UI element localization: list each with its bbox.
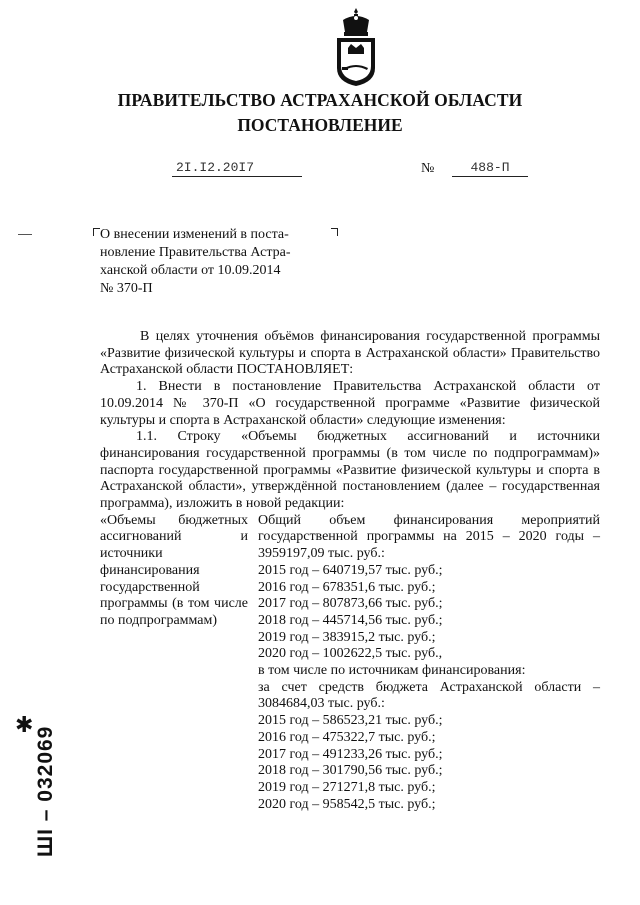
year-funding: 2018 год – 445714,56 тыс. руб.; [258, 612, 443, 628]
regional-year-funding: 2018 год – 301790,56 тыс. руб.; [258, 763, 443, 779]
document-type: ПОСТАНОВЛЕНИЕ [237, 115, 403, 135]
year-funding: 2015 год – 640719,57 тыс. руб.; [258, 562, 443, 578]
subject-line: О внесении изменений в поста- [100, 227, 289, 242]
margin-mark [18, 234, 32, 235]
year-funding: 2017 год – 807873,66 тыс. руб.; [258, 596, 443, 612]
item-1-paragraph: 1. Внести в постановление Правительства Астраханской области от 10.09.2014 № 370-П «О государственной программе «Развитие физической культуры и спорта в Астраханской области» следующие изменения: [100, 379, 600, 428]
subject-line: ханской области от 10.09.2014 [100, 263, 281, 278]
year-funding: 2016 год – 678351,6 тыс. руб.; [258, 579, 436, 595]
subject-bracket-left [93, 228, 100, 236]
year-funding: 2020 год – 1002622,5 тыс. руб., [258, 646, 443, 662]
regional-budget-funding: за счет средств бюджета Астраханской области – 3084684,03 тыс. руб.: [258, 679, 600, 712]
subject-line: № 370-П [100, 281, 153, 296]
document-number: 488-П [452, 160, 528, 177]
regional-year-funding: 2017 год – 491233,26 тыс. руб.; [258, 746, 443, 762]
total-funding: Общий объем финансирования мероприятий государственной программы на 2015 – 2020 годы – 3959197,09 тыс. руб.: [258, 512, 600, 562]
number-label: № [421, 161, 435, 176]
regional-year-funding: 2020 год – 958542,5 тыс. руб.; [258, 796, 436, 812]
funding-table-label: «Объемы бюджетных ассигнований и источники финансирования государственной программы (в том числе по подпрограммам) [100, 512, 248, 628]
year-funding: 2019 год – 383915,2 тыс. руб.; [258, 629, 436, 645]
item-1-1-paragraph: 1.1. Строку «Объемы бюджетных ассигнований и источники финансирования государственной программы (в том числе по подпрограммам)» паспорта государственной программы «Развитие физической культуры и спорта в Астраханской области», утверждённой постановлением (далее – государственная программа), изложить в новой редакции: [100, 429, 600, 512]
serial-number: ШІ – 032069 [34, 725, 57, 857]
regional-year-funding: 2019 год – 271271,8 тыс. руб.; [258, 779, 436, 795]
intro-paragraph: В целях уточнения объёмов финансирования государственной программы «Развитие физической культуры и спорта в Астраханской области» Правительство Астраханской области ПОСТАНОВЛЯЕТ: [100, 329, 600, 378]
astrakhan-coat-of-arms [327, 6, 385, 88]
by-source-heading: в том числе по источникам финансирования: [258, 663, 526, 679]
document-body [100, 329, 600, 813]
document-date: 2I.I2.20I7 [172, 160, 302, 177]
funding-table-values [258, 513, 600, 814]
funding-table [100, 513, 600, 813]
government-title: ПРАВИТЕЛЬСТВО АСТРАХАНСКОЙ ОБЛАСТИ [117, 90, 523, 110]
regional-year-funding: 2015 год – 586523,21 тыс. руб.; [258, 713, 443, 729]
regional-year-funding: 2016 год – 475322,7 тыс. руб.; [258, 729, 436, 745]
asterisk-mark: ✱ [15, 713, 34, 738]
document-subject [100, 226, 337, 298]
subject-line: новление Правительства Астра- [100, 245, 291, 260]
